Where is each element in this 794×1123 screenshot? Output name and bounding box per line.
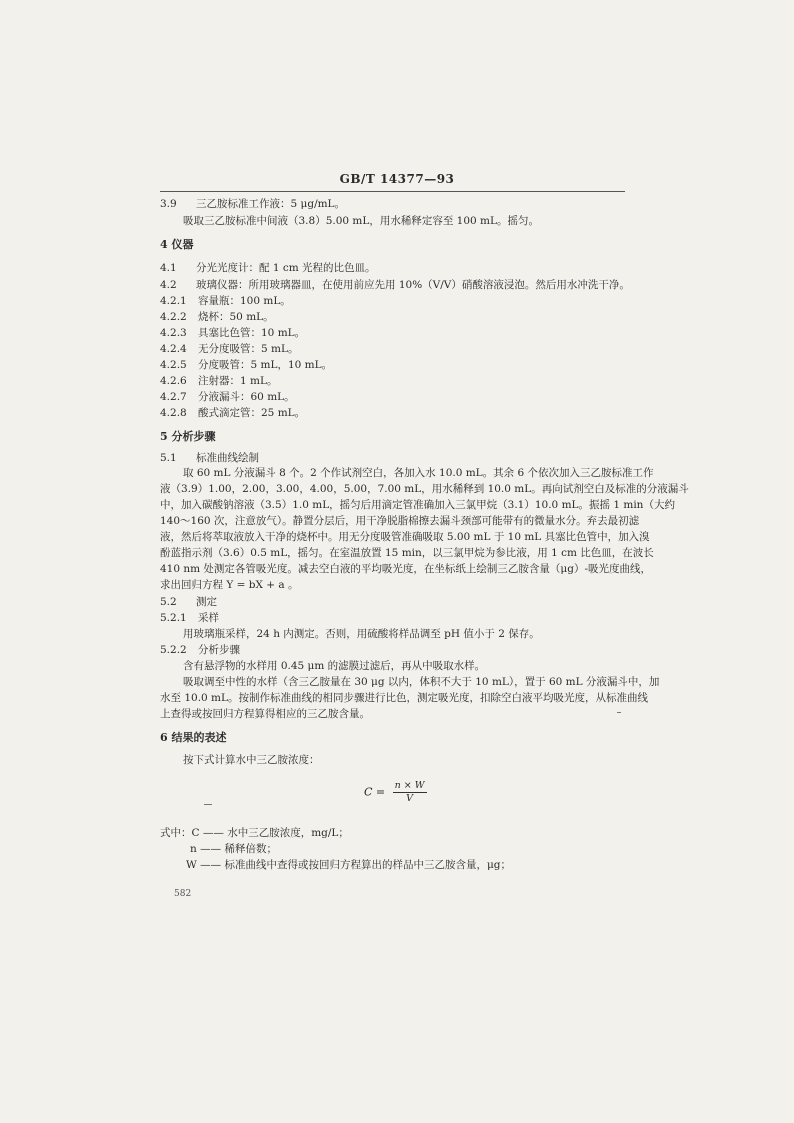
list-item xyxy=(160,406,630,420)
clause-text: 分光光度计：配 1 cm 光程的比色皿。 xyxy=(196,262,376,274)
section-6-title: 6 结果的表述 xyxy=(160,731,227,744)
clause-text: 注射器：1 mL。 xyxy=(198,375,278,387)
clause-text: 无分度吸管：5 mL。 xyxy=(198,343,299,355)
page-header: GB/T 14377—93 xyxy=(339,172,455,186)
clause-number: 4.1 xyxy=(160,262,177,274)
list-item xyxy=(160,374,630,388)
clause-3-9-body: 吸取三乙胺标准中间液（3.8）5.00 mL，用水稀释定容至 100 mL。摇匀。 xyxy=(183,215,539,227)
clause-number: 5.2.1 xyxy=(160,612,187,624)
clause-number: 5.2.2 xyxy=(160,644,187,656)
clause-5-2 xyxy=(160,595,630,609)
formula-numerator: n × W xyxy=(394,780,425,791)
section-4-title: 4 仪器 xyxy=(160,238,194,251)
clause-5-1 xyxy=(160,451,630,465)
paragraph-line: 中，加入碳酸钠溶液（3.5）1.0 mL，摇匀后用滴定管准确加入三氯甲烷（3.1）10.0 mL。振摇 1 min（大约 xyxy=(160,499,675,511)
list-item xyxy=(160,390,630,404)
clause-text: 容量瓶：100 mL。 xyxy=(198,295,291,307)
paragraph-line: 液，然后将萃取液放入干净的烧杯中。用无分度吸管准确吸取 5.00 mL 于 10 mL 具塞比色管中，加入溴 xyxy=(160,531,650,543)
list-item xyxy=(160,326,630,340)
clause-5-2-1-body: 用玻璃瓶采样，24 h 内测定。否则，用硫酸将样品调至 pH 值小于 2 保存。 xyxy=(183,628,540,640)
clause-5-2-2 xyxy=(160,643,630,657)
clause-text: 分液漏斗：60 mL。 xyxy=(198,391,295,403)
clause-4-2 xyxy=(160,278,630,292)
paragraph-line: 含有悬浮物的水样用 0.45 μm 的滤膜过滤后，再从中吸取水样。 xyxy=(183,660,486,672)
clause-title: 采样 xyxy=(198,612,219,624)
paragraph-line: 酚蓝指示剂（3.6）0.5 mL，摇匀。在室温放置 15 min，以三氯甲烷为参比液，用 1 cm 比色皿，在波长 xyxy=(160,547,654,559)
formula-denominator: V xyxy=(406,793,414,804)
clause-title: 三乙胺标准工作液：5 μg/mL。 xyxy=(196,198,346,210)
clause-number: 5.1 xyxy=(160,452,177,464)
clause-text: 具塞比色管：10 mL。 xyxy=(198,327,306,339)
list-item xyxy=(160,310,630,324)
clause-number: 5.2 xyxy=(160,596,177,608)
clause-number: 4.2 xyxy=(160,279,177,291)
paragraph-line: 液（3.9）1.00，2.00，3.00，4.00，5.00，7.00 mL，用水稀释到 10.0 mL。再向试剂空白及标准的分液漏斗 xyxy=(160,483,689,495)
clause-number: 3.9 xyxy=(160,198,177,210)
list-item xyxy=(160,342,630,356)
formula-fraction xyxy=(393,780,427,805)
clause-text: 烧杯：50 mL。 xyxy=(198,311,274,323)
clause-number: 4.2.6 xyxy=(160,375,187,387)
clause-number: 4.2.7 xyxy=(160,391,187,403)
section-5-title: 5 分析步骤 xyxy=(160,430,216,443)
paragraph-line: 吸取调至中性的水样（含三乙胺量在 30 μg 以内，体积不大于 10 mL），置于 60 mL 分液漏斗中，加 xyxy=(183,676,660,688)
paragraph-line: 140～160 次，注意放气）。静置分层后，用干净脱脂棉擦去漏斗颈部可能带有的微量水分。弃去最初滤 xyxy=(160,515,640,527)
clause-3-9 xyxy=(160,197,630,211)
list-item xyxy=(160,358,630,372)
clause-number: 4.2.3 xyxy=(160,327,187,339)
paragraph-line: 求出回归方程 Y = bX + a 。 xyxy=(160,579,299,591)
paragraph-line: 上查得或按回归方程算得相应的三乙胺含量。 xyxy=(160,708,370,720)
clause-number: 4.2.1 xyxy=(160,295,187,307)
header-rule xyxy=(160,191,625,192)
paragraph-line: 水至 10.0 mL。按制作标准曲线的相同步骤进行比色，测定吸光度，扣除空白液平均吸光度，从标准曲线 xyxy=(160,692,648,704)
clause-text: 酸式滴定管：25 mL。 xyxy=(198,407,306,419)
clause-text: 分度吸管：5 mL，10 mL。 xyxy=(198,359,333,371)
scan-mark xyxy=(204,804,212,805)
clause-title: 测定 xyxy=(196,596,217,608)
where-w: W —— 标准曲线中查得或按回归方程算出的样品中三乙胺含量，μg； xyxy=(186,859,512,871)
formula xyxy=(364,780,427,805)
section-6-intro: 按下式计算水中三乙胺浓度： xyxy=(183,754,320,766)
clause-number: 4.2.2 xyxy=(160,311,187,323)
clause-number: 4.2.4 xyxy=(160,343,187,355)
clause-text: 玻璃仪器：所用玻璃器皿，在使用前应先用 10%（V/V）硝酸溶液浸泡。然后用水冲洗干净。 xyxy=(196,279,630,291)
list-item xyxy=(160,294,630,308)
clause-title: 分析步骤 xyxy=(198,644,240,656)
paragraph-line: 取 60 mL 分液漏斗 8 个。2 个作试剂空白，各加入水 10.0 mL。其余 6 个依次加入三乙胺标准工作 xyxy=(183,467,654,479)
clause-number: 4.2.8 xyxy=(160,407,187,419)
clause-title: 标准曲线绘制 xyxy=(196,452,259,464)
page-number: 582 xyxy=(174,889,192,899)
formula-lhs: C = xyxy=(364,785,386,799)
paragraph-line: 410 nm 处测定各管吸光度。减去空白液的平均吸光度，在坐标纸上绘制三乙胺含量（μg）-吸光度曲线， xyxy=(160,563,652,575)
scan-mark xyxy=(617,712,621,713)
clause-number: 4.2.5 xyxy=(160,359,187,371)
clause-4-1 xyxy=(160,261,630,275)
where-line: 式中：C —— 水中三乙胺浓度，mg/L； xyxy=(160,827,349,839)
where-n: n —— 稀释倍数； xyxy=(190,843,277,855)
clause-5-2-1 xyxy=(160,611,630,625)
